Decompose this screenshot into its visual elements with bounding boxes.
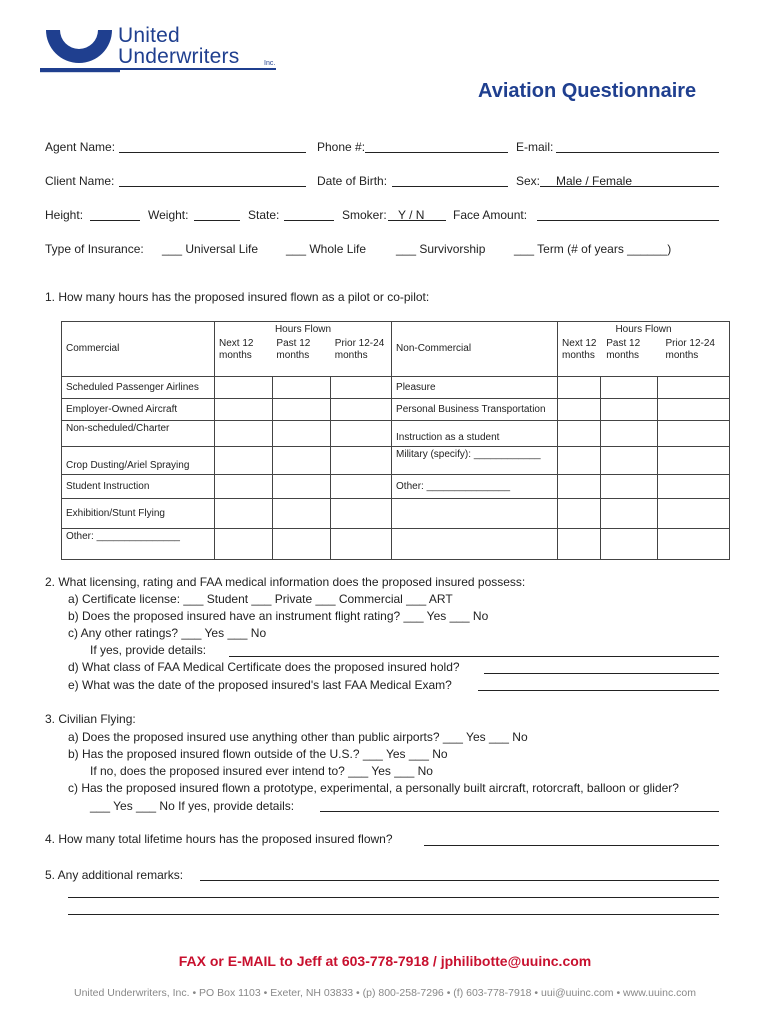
question-3c: c) Has the proposed insured flown a prototype, experimental, a personally built aircraft, rotorcraft, balloon or glider? <box>68 781 679 795</box>
cell-input[interactable] <box>215 421 273 447</box>
cell-input[interactable] <box>658 475 730 499</box>
question-2c: c) Any other ratings? ___ Yes ___ No <box>68 626 267 640</box>
cell-input[interactable] <box>658 447 730 475</box>
col-past-12-right: Past 12 months <box>606 338 641 361</box>
face-amount-field[interactable] <box>537 220 719 221</box>
row-other-left: Other: _______________ <box>62 529 215 560</box>
cell-input[interactable] <box>601 529 658 560</box>
row-personal-business-transportation: Personal Business Transportation <box>392 399 558 421</box>
logo-inc: Inc. <box>264 60 276 67</box>
q5-field-line-1[interactable] <box>200 880 719 881</box>
cell-input[interactable] <box>658 421 730 447</box>
q2d-field[interactable] <box>484 673 719 674</box>
row-non-scheduled-charter: Non-scheduled/Charter <box>62 421 215 447</box>
question-2a: a) Certificate license: ___ Student ___ Private ___ Commercial ___ ART <box>68 592 453 606</box>
smoker-options: Y / N <box>398 208 425 222</box>
q4-field[interactable] <box>424 845 719 846</box>
question-4: 4. How many total lifetime hours has the proposed insured flown? <box>45 832 393 846</box>
option-whole-life[interactable]: ___ Whole Life <box>286 242 367 256</box>
weight-field[interactable] <box>194 220 240 221</box>
client-name-field[interactable] <box>119 186 306 187</box>
footer-contact: United Underwriters, Inc. • PO Box 1103 • Exeter, NH 03833 • (p) 800-258-7296 • (f) 603-778-7918 • uui@uuinc.com • www.uuinc.com <box>74 987 696 999</box>
cell-input[interactable] <box>215 377 273 399</box>
q5-field-line-3[interactable] <box>68 914 719 915</box>
cell-input[interactable] <box>331 499 392 529</box>
row-student-instruction: Student Instruction <box>62 475 215 499</box>
col-prior-12-24-left: Prior 12-24 months <box>334 338 385 361</box>
state-label: State: <box>248 208 280 222</box>
non-commercial-header: Non-Commercial <box>392 322 558 377</box>
hours-flown-header-left: Hours Flown <box>274 324 332 335</box>
cell-input[interactable] <box>331 399 392 421</box>
logo-underline <box>40 68 276 70</box>
cell-input[interactable] <box>331 447 392 475</box>
question-2e: e) What was the date of the proposed insured's last FAA Medical Exam? <box>68 678 452 692</box>
sex-label: Sex: <box>516 174 541 188</box>
question-2b: b) Does the proposed insured have an instrument flight rating? ___ Yes ___ No <box>68 609 489 623</box>
row-military: Military (specify): ____________ <box>392 447 558 475</box>
option-survivorship[interactable]: ___ Survivorship <box>396 242 486 256</box>
question-5: 5. Any additional remarks: <box>45 868 184 882</box>
phone-field[interactable] <box>365 152 508 153</box>
dob-label: Date of Birth: <box>317 174 388 188</box>
row-scheduled-passenger-airlines: Scheduled Passenger Airlines <box>62 377 215 399</box>
cell-input[interactable] <box>601 499 658 529</box>
question-2d: d) What class of FAA Medical Certificate does the proposed insured hold? <box>68 660 460 674</box>
col-past-12-left: Past 12 months <box>276 338 311 361</box>
agent-name-label: Agent Name: <box>45 140 116 154</box>
sex-options: Male / Female <box>556 174 633 188</box>
q5-field-line-2[interactable] <box>68 897 719 898</box>
client-name-label: Client Name: <box>45 174 115 188</box>
cell-input[interactable] <box>601 475 658 499</box>
col-next-12-right: Next 12 months <box>562 338 597 361</box>
cell-input[interactable] <box>558 421 601 447</box>
agent-name-field[interactable] <box>119 152 306 153</box>
cell-input[interactable] <box>558 499 601 529</box>
row-other-right: Other: _______________ <box>392 475 558 499</box>
cell-input[interactable] <box>558 475 601 499</box>
row-employer-owned-aircraft: Employer-Owned Aircraft <box>62 399 215 421</box>
fax-email-instruction: FAX or E-MAIL to Jeff at 603-778-7918 / jphilibotte@uuinc.com <box>178 953 592 969</box>
phone-label: Phone #: <box>317 140 366 154</box>
cell-input[interactable] <box>558 529 601 560</box>
height-field[interactable] <box>90 220 140 221</box>
email-field[interactable] <box>556 152 719 153</box>
row-crop-dusting: Crop Dusting/Ariel Spraying <box>62 447 215 475</box>
cell-input[interactable] <box>331 475 392 499</box>
cell-input[interactable] <box>273 377 331 399</box>
question-3b: b) Has the proposed insured flown outside of the U.S.? ___ Yes ___ No <box>68 747 448 761</box>
q3c-details-field[interactable] <box>320 811 719 812</box>
cell-input[interactable] <box>658 529 730 560</box>
cell-input[interactable] <box>331 377 392 399</box>
cell-input[interactable] <box>558 399 601 421</box>
cell-input[interactable] <box>331 529 392 560</box>
row-pleasure: Pleasure <box>392 377 558 399</box>
question-2: 2. What licensing, rating and FAA medical information does the proposed insured possess: <box>45 575 526 589</box>
cell-input[interactable] <box>273 499 331 529</box>
hours-flown-header-right: Hours Flown <box>615 324 672 335</box>
cell-input[interactable] <box>658 399 730 421</box>
question-3: 3. Civilian Flying: <box>45 712 136 726</box>
weight-label: Weight: <box>148 208 189 222</box>
height-label: Height: <box>45 208 84 222</box>
question-3c-options: ___ Yes ___ No If yes, provide details: <box>90 799 295 813</box>
face-amount-label: Face Amount: <box>453 208 528 222</box>
cell-input[interactable] <box>273 475 331 499</box>
cell-input[interactable] <box>601 399 658 421</box>
smoker-label: Smoker: <box>342 208 387 222</box>
cell-empty <box>392 499 558 529</box>
type-of-insurance-label: Type of Insurance: <box>45 242 144 256</box>
state-field[interactable] <box>284 220 334 221</box>
question-3b-followup: If no, does the proposed insured ever intend to? ___ Yes ___ No <box>90 764 433 778</box>
option-term[interactable]: ___ Term (# of years ______) <box>514 242 672 256</box>
cell-input[interactable] <box>331 421 392 447</box>
cell-input[interactable] <box>601 377 658 399</box>
option-universal-life[interactable]: ___ Universal Life <box>162 242 259 256</box>
q2e-field[interactable] <box>478 690 719 691</box>
cell-empty <box>392 529 558 560</box>
logo-line2: Underwriters <box>118 45 240 68</box>
cell-input[interactable] <box>558 377 601 399</box>
hours-flown-table <box>61 321 730 560</box>
question-1: 1. How many hours has the proposed insured flown as a pilot or co-pilot: <box>45 290 430 304</box>
cell-input[interactable] <box>215 399 273 421</box>
question-2c-details-label: If yes, provide details: <box>90 643 207 657</box>
cell-input[interactable] <box>215 447 273 475</box>
commercial-header: Commercial <box>62 322 215 377</box>
cell-input[interactable] <box>215 529 273 560</box>
cell-input[interactable] <box>273 399 331 421</box>
email-label: E-mail: <box>516 140 554 154</box>
cell-input[interactable] <box>658 499 730 529</box>
company-logo-icon <box>40 22 120 74</box>
logo-line1: United <box>118 24 180 47</box>
cell-input[interactable] <box>558 447 601 475</box>
row-exhibition-stunt-flying: Exhibition/Stunt Flying <box>62 499 215 529</box>
cell-input[interactable] <box>601 421 658 447</box>
cell-input[interactable] <box>273 529 331 560</box>
page-title: Aviation Questionnaire <box>478 80 697 102</box>
cell-input[interactable] <box>215 499 273 529</box>
dob-field[interactable] <box>392 186 508 187</box>
col-prior-12-24-right: Prior 12-24 months <box>665 338 715 361</box>
cell-input[interactable] <box>273 421 331 447</box>
question-3a: a) Does the proposed insured use anything other than public airports? ___ Yes ___ No <box>68 730 528 744</box>
q2c-details-field[interactable] <box>229 656 719 657</box>
col-next-12-left: Next 12 months <box>219 338 254 361</box>
row-instruction-as-student: Instruction as a student <box>392 421 558 447</box>
cell-input[interactable] <box>658 377 730 399</box>
cell-input[interactable] <box>273 447 331 475</box>
cell-input[interactable] <box>601 447 658 475</box>
cell-input[interactable] <box>215 475 273 499</box>
